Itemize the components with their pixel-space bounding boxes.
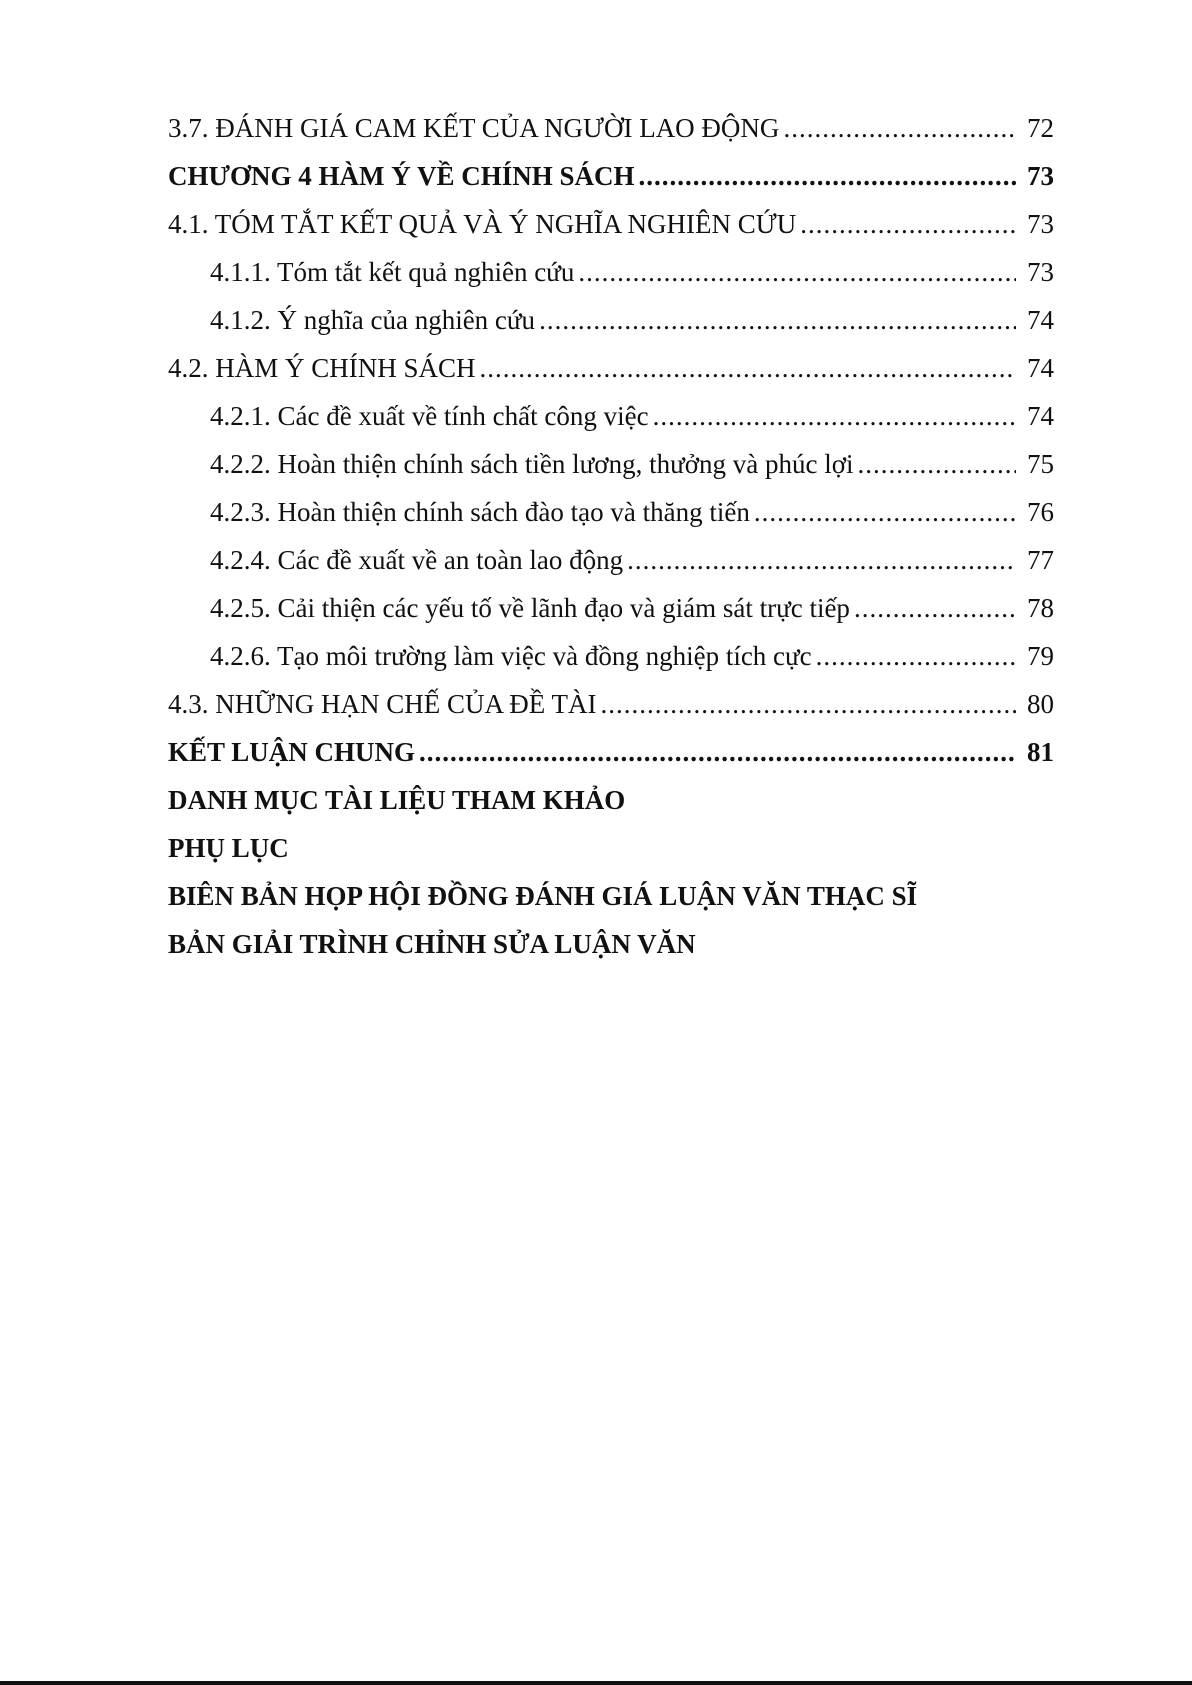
- toc-entry-4-2-4[interactable]: [168, 536, 1054, 584]
- dot-leader: [419, 728, 1016, 776]
- toc-entry-title: 4.1.1. Tóm tắt kết quả nghiên cứu: [210, 257, 575, 287]
- dot-leader: [639, 152, 1016, 200]
- toc-entry-title: CHƯƠNG 4 HÀM Ý VỀ CHÍNH SÁCH: [168, 161, 635, 191]
- toc-entry-title: 4.3. NHỮNG HẠN CHẾ CỦA ĐỀ TÀI: [168, 689, 597, 719]
- toc-entry-title: 4.1.2. Ý nghĩa của nghiên cứu: [210, 305, 536, 335]
- toc-entry-4-1-1[interactable]: [168, 248, 1054, 296]
- dot-leader: [600, 680, 1016, 728]
- dot-leader: [858, 440, 1017, 488]
- toc-entry-4-2-5[interactable]: [168, 584, 1054, 632]
- dot-leader: [783, 104, 1016, 152]
- toc-entry-page: 74: [1027, 353, 1054, 383]
- toc-entry-title: DANH MỤC TÀI LIỆU THAM KHẢO: [168, 785, 626, 815]
- toc-entry-title: 4.2.5. Cải thiện các yếu tố về lãnh đạo và giám sát trực tiếp: [210, 593, 850, 623]
- toc-entry-page: 76: [1027, 497, 1054, 527]
- toc-entry-page: 74: [1027, 401, 1054, 431]
- toc-entry-title: KẾT LUẬN CHUNG: [168, 737, 416, 767]
- toc-entry-title: BIÊN BẢN HỌP HỘI ĐỒNG ĐÁNH GIÁ LUẬN VĂN THẠC SĨ: [168, 881, 918, 911]
- toc-entry-4-3[interactable]: [168, 680, 1054, 728]
- toc-entry-4-1[interactable]: [168, 200, 1054, 248]
- toc-entry-page: 73: [1027, 209, 1054, 239]
- toc-entry-page: 73: [1027, 257, 1054, 287]
- toc-entry-page: 72: [1027, 113, 1054, 143]
- toc-entry-council-minutes[interactable]: [168, 872, 1054, 920]
- dot-leader: [653, 392, 1016, 440]
- toc-entry-revision-report[interactable]: [168, 920, 1054, 968]
- toc-entry-title: 4.2.3. Hoàn thiện chính sách đào tạo và thăng tiến: [210, 497, 750, 527]
- toc-entry-4-2-3[interactable]: [168, 488, 1054, 536]
- toc-entry-page: 73: [1027, 161, 1054, 191]
- toc-entry-references[interactable]: [168, 776, 1054, 824]
- toc-entry-page: 79: [1027, 641, 1054, 671]
- toc-entry-title: BẢN GIẢI TRÌNH CHỈNH SỬA LUẬN VĂN: [168, 929, 696, 959]
- toc-entry-page: 77: [1027, 545, 1054, 575]
- toc-entry-4-2-2[interactable]: [168, 440, 1054, 488]
- toc-entry-title: 4.1. TÓM TẮT KẾT QUẢ VÀ Ý NGHĨA NGHIÊN CỨU: [168, 209, 797, 239]
- toc-entry-title: 4.2.1. Các đề xuất về tính chất công việc: [210, 401, 649, 431]
- dot-leader: [578, 248, 1016, 296]
- toc-entry-3-7[interactable]: [168, 104, 1054, 152]
- dot-leader: [854, 584, 1016, 632]
- toc-entry-conclusion[interactable]: [168, 728, 1054, 776]
- dot-leader: [800, 200, 1016, 248]
- toc-entry-page: 75: [1027, 449, 1054, 479]
- toc-entry-appendix[interactable]: [168, 824, 1054, 872]
- toc-entry-title: 3.7. ĐÁNH GIÁ CAM KẾT CỦA NGƯỜI LAO ĐỘNG: [168, 113, 780, 143]
- dot-leader: [539, 296, 1016, 344]
- toc-entry-page: 74: [1027, 305, 1054, 335]
- toc-entry-page: 81: [1027, 737, 1054, 767]
- toc-entry-title: 4.2.6. Tạo môi trường làm việc và đồng nghiệp tích cực: [210, 641, 812, 671]
- toc-entry-title: 4.2.2. Hoàn thiện chính sách tiền lương, thưởng và phúc lợi: [210, 449, 854, 479]
- toc-entry-4-2[interactable]: [168, 344, 1054, 392]
- dot-leader: [816, 632, 1016, 680]
- dot-leader: [627, 536, 1016, 584]
- page-bottom-border: [0, 1681, 1192, 1685]
- toc-entry-title: 4.2.4. Các đề xuất về an toàn lao động: [210, 545, 624, 575]
- toc-entry-chapter-4[interactable]: [168, 152, 1054, 200]
- toc-entry-4-2-6[interactable]: [168, 632, 1054, 680]
- toc-entry-title: PHỤ LỤC: [168, 833, 289, 863]
- toc-entry-title: 4.2. HÀM Ý CHÍNH SÁCH: [168, 353, 476, 383]
- toc-entry-4-1-2[interactable]: [168, 296, 1054, 344]
- toc-entry-page: 78: [1027, 593, 1054, 623]
- table-of-contents: [168, 104, 1054, 968]
- dot-leader: [480, 344, 1016, 392]
- toc-entry-page: 80: [1027, 689, 1054, 719]
- dot-leader: [754, 488, 1016, 536]
- toc-entry-4-2-1[interactable]: [168, 392, 1054, 440]
